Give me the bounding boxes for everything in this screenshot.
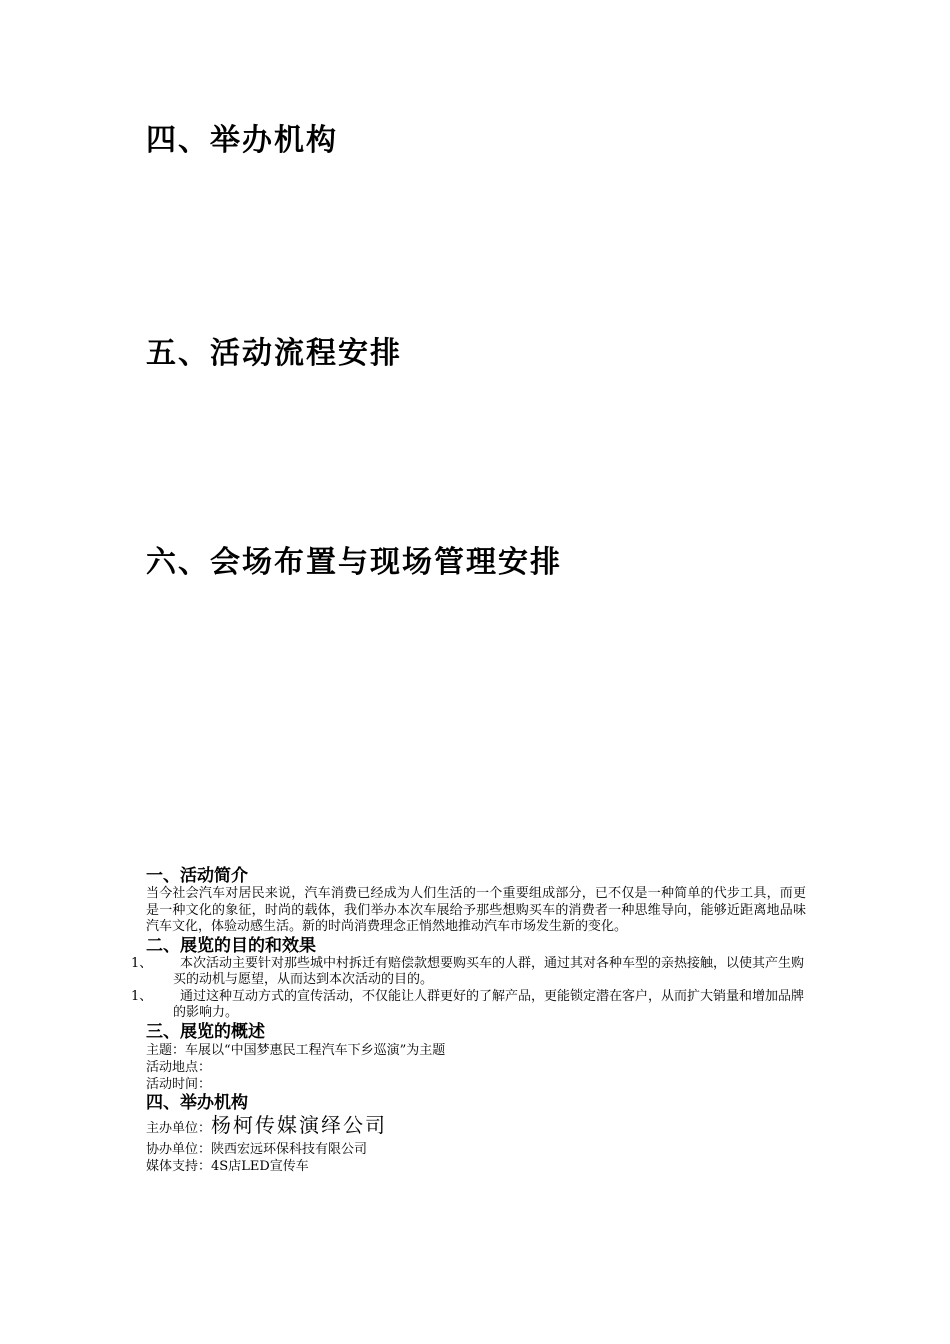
co-organizer-label: 协办单位： [146,1141,212,1157]
host-value: 杨柯传媒演绎公司 [211,1112,388,1137]
co-organizer-value: 陕西宏远环保科技有限公司 [211,1141,368,1157]
section-title-overview: 三、展览的概述 [146,1021,265,1042]
list-text: 通过这种互动方式的宣传活动，不仅能让人群更好的了解产品，更能锁定潜在客户，从而扩大销量和增加品牌的影响力。 [173,988,805,1020]
theme-line: 主题：车展以“中国梦惠民工程汽车下乡巡演”为主题 [146,1042,446,1058]
heading-activity-schedule: 五、活动流程安排 [146,336,402,371]
intro-paragraph: 当今社会汽车对居民来说，汽车消费已经成为人们生活的一个重要组成部分，已不仅是一种简单的代步工具，而更是一种文化的象征，时尚的载体，我们举办本次车展给予那些想购买车的消费者一种思维导向，能够近距离地品味汽车文化，体验动感生活。新的时尚消费理念正悄然地推动汽车市场发生新的变化。 [146,886,806,934]
section-title-purpose: 二、展览的目的和效果 [146,935,316,956]
host-label: 主办单位： [146,1120,212,1136]
media-support-line [146,1158,806,1175]
media-support-value: 4S店LED宣传车 [211,1158,309,1174]
heading-organizers: 四、举办机构 [146,123,338,158]
list-number: 1、 [131,988,153,1004]
list-item [131,955,806,989]
time-line: 活动时间： [146,1076,212,1092]
location-line: 活动地点： [146,1059,212,1075]
co-organizer-line [146,1141,806,1158]
list-number: 1、 [131,955,153,971]
section-title-intro: 一、活动简介 [146,866,248,886]
host-line [146,1113,806,1141]
media-support-label: 媒体支持： [146,1158,212,1174]
heading-venue-layout: 六、会场布置与现场管理安排 [146,545,562,580]
list-item [131,988,806,1022]
summary-section [131,866,806,1175]
section-title-organizers: 四、举办机构 [146,1092,248,1113]
list-text: 本次活动主要针对那些城中村拆迁有赔偿款想要购买车的人群，通过其对各种车型的亲热接触，以使其产生购买的动机与愿望，从而达到本次活动的目的。 [173,955,805,987]
